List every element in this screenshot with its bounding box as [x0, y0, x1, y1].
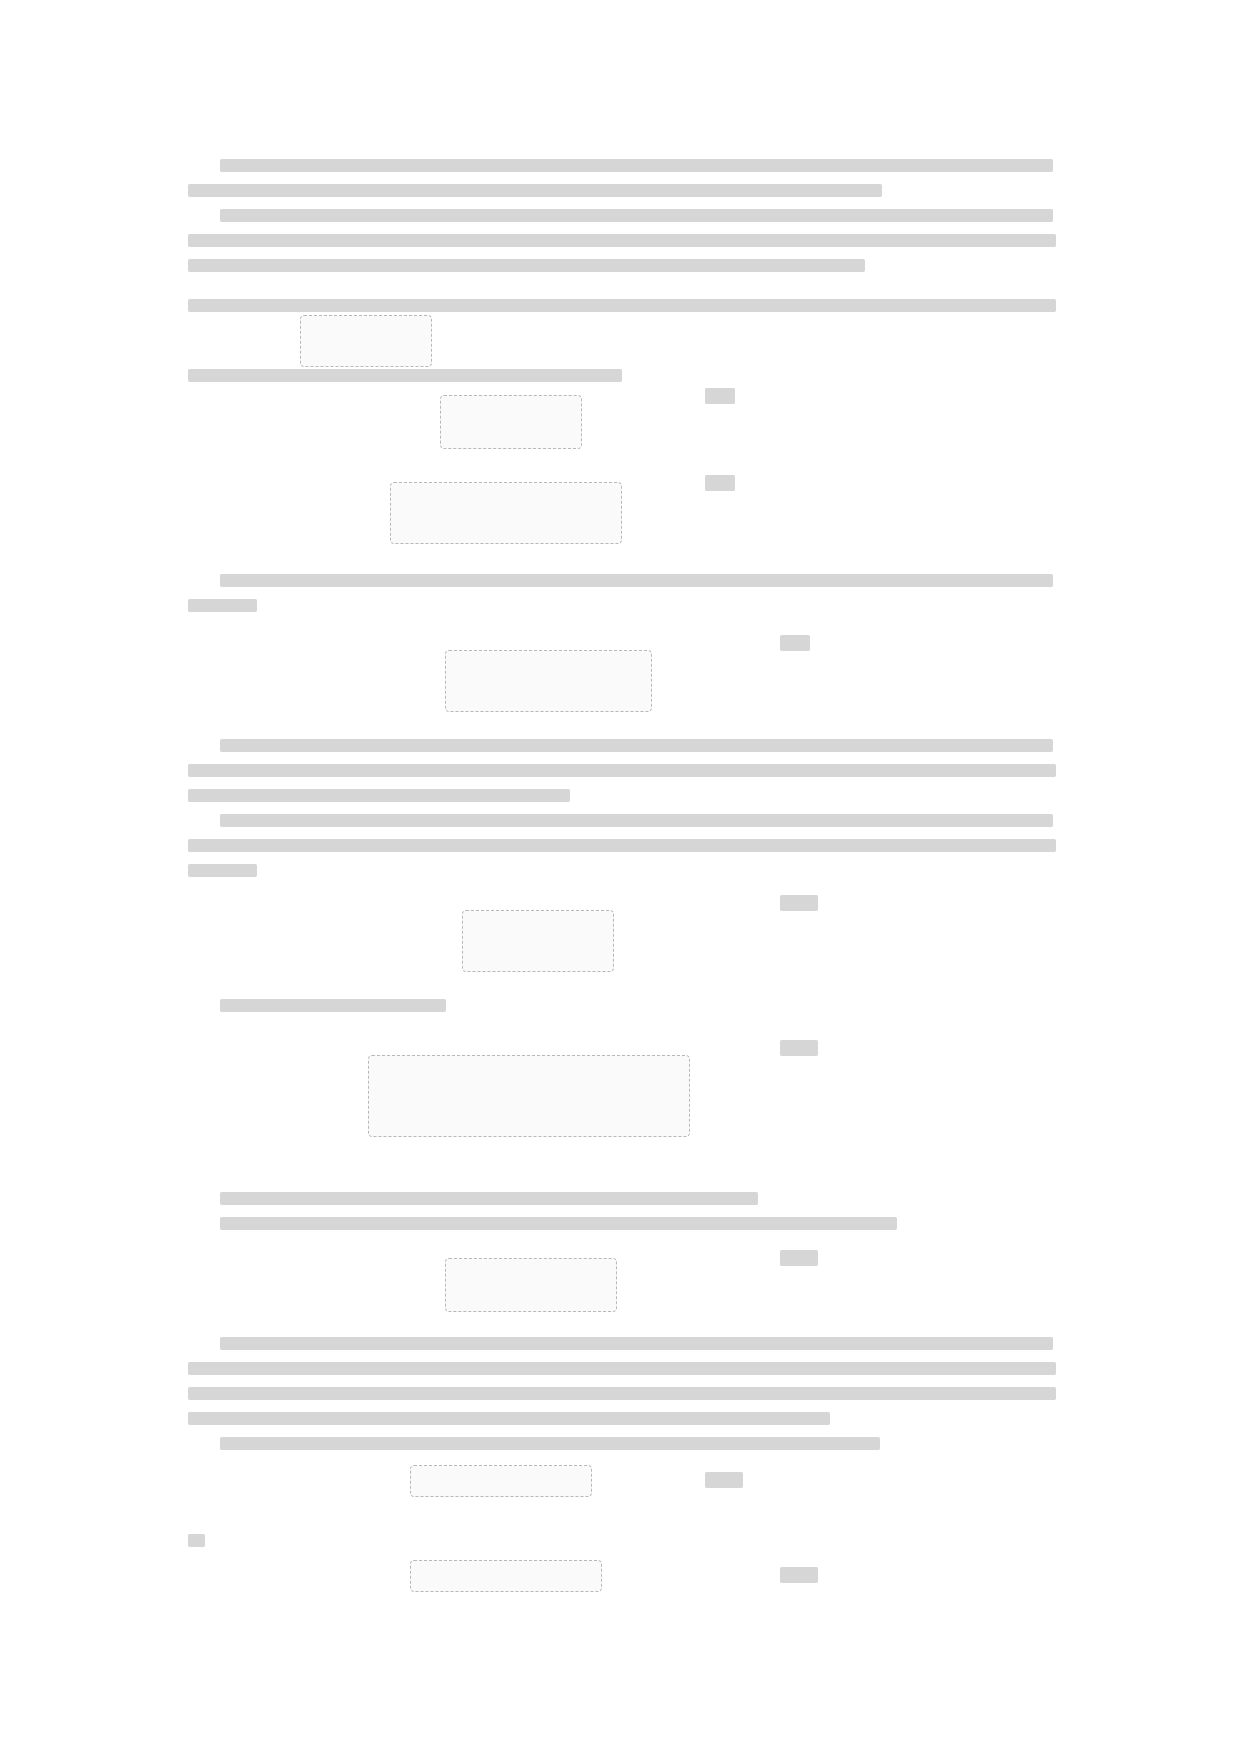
equation-number-11 — [780, 1040, 818, 1056]
equation-number-8 — [705, 475, 735, 491]
text-line — [188, 764, 1056, 777]
text-block-5 — [188, 730, 1056, 889]
text-line — [188, 369, 622, 382]
text-line — [220, 1217, 897, 1230]
text-line — [188, 1362, 1056, 1375]
text-line — [188, 299, 1056, 312]
equation-number-13 — [705, 1472, 743, 1488]
formula-11 — [368, 1055, 690, 1137]
text-line — [188, 259, 865, 272]
text-block-8 — [188, 1328, 1056, 1462]
formula-14 — [410, 1560, 602, 1592]
text-line — [188, 864, 257, 877]
text-line — [220, 159, 1053, 172]
equation-number-10 — [780, 895, 818, 911]
text-block-7 — [188, 1183, 1056, 1242]
text-line — [220, 1192, 758, 1205]
text-block-1 — [188, 150, 1056, 284]
text-line — [188, 184, 882, 197]
text-line — [188, 789, 570, 802]
text-line — [188, 234, 1056, 247]
formula-10 — [462, 910, 614, 972]
text-line — [188, 1534, 205, 1547]
text-line — [220, 209, 1053, 222]
text-line — [220, 739, 1053, 752]
equation-number-12 — [780, 1250, 818, 1266]
text-line — [188, 599, 257, 612]
text-line — [220, 574, 1053, 587]
text-line — [220, 999, 446, 1012]
text-block-4 — [188, 565, 1056, 624]
text-block-6 — [188, 990, 1056, 1024]
formula-7 — [440, 395, 582, 449]
formula-9 — [445, 650, 652, 712]
text-block-9 — [188, 1525, 1056, 1559]
equation-number-7 — [705, 388, 735, 404]
text-line — [188, 839, 1056, 852]
text-line — [220, 1337, 1053, 1350]
formula-8 — [390, 482, 622, 544]
text-block-3 — [188, 360, 1056, 394]
formula-12 — [445, 1258, 617, 1312]
text-line — [220, 814, 1053, 827]
text-line — [188, 1412, 830, 1425]
equation-number-9 — [780, 635, 810, 651]
text-line — [220, 1437, 880, 1450]
formula-13 — [410, 1465, 592, 1497]
equation-number-14 — [780, 1567, 818, 1583]
text-line — [188, 1387, 1056, 1400]
